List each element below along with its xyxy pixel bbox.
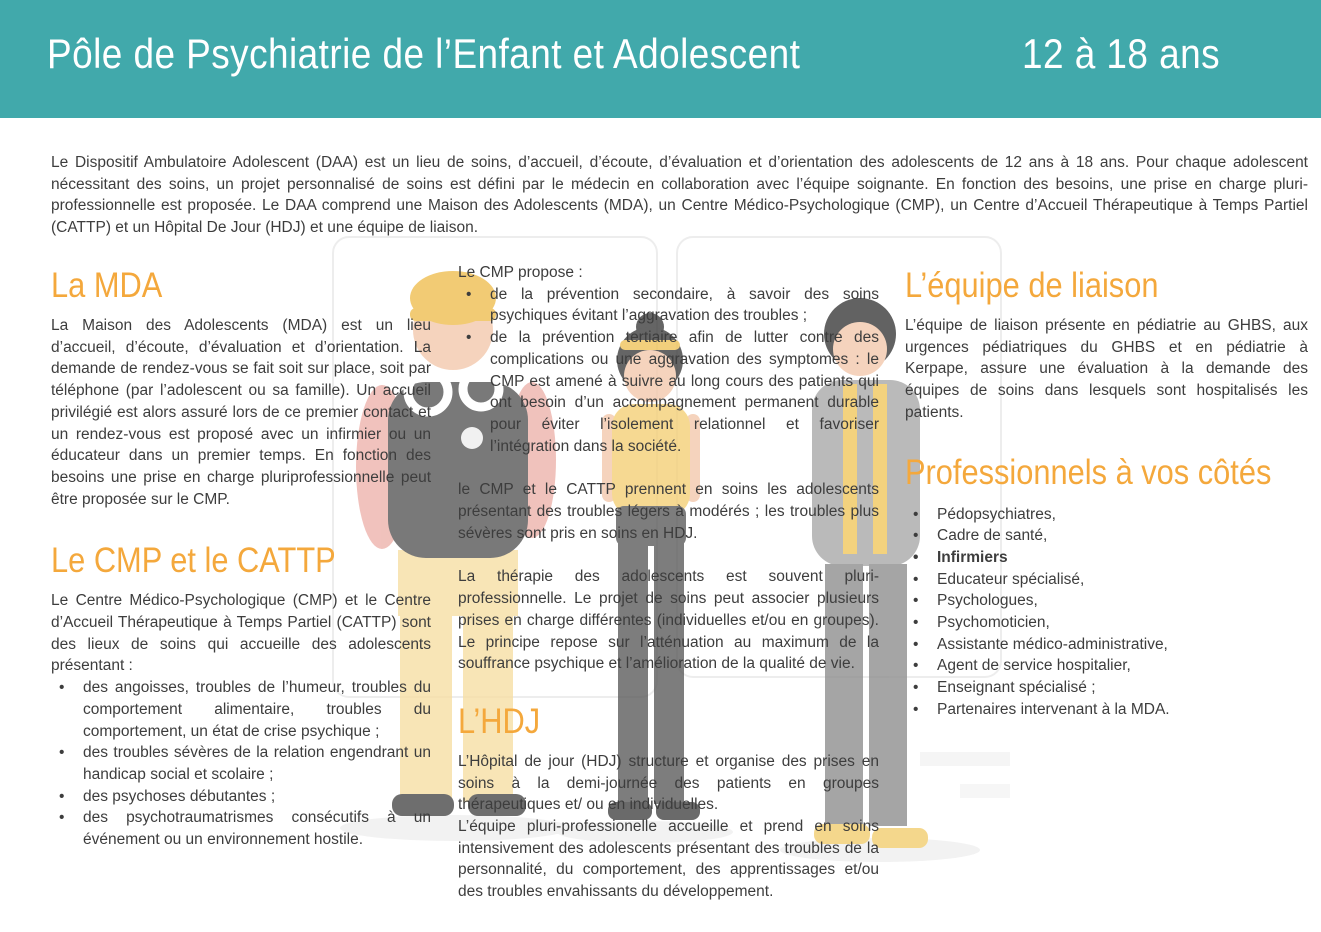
list-item: • Pédopsychiatres, [905,504,1308,526]
list-item: • Assistante médico-administrative, [905,634,1308,656]
cmp-cattp-list [51,677,431,851]
list-item: • des psychoses débutantes ; [51,786,431,808]
list-item: • Cadre de santé, [905,525,1308,547]
column-right [905,265,1308,721]
intro-paragraph: Le Dispositif Ambulatoire Adolescent (DAA) est un lieu de soins, d’accueil, d’écoute, d’évaluation et d’orientation des adolescents de 12 ans à 18 ans. Pour chaque adolescent nécessitant des soins, un projet personnalisé de soins est défini par le médecin en collaboration avec l’équipe soignante. En fonction des besoins, une prise en charge pluri-professionnelle est proposée. Le DAA comprend une Maison des Adolescents (MDA), un Centre Médico-Psychologique (CMP), un Centre d’Accueil Thérapeutique à Temps Partiel (CATTP) et un Hôpital De Jour (HDJ) et une équipe de liaison. [51,154,1308,237]
list-item: • des troubles sévères de la relation engendrant un handicap social et scolaire ; [51,742,431,785]
section-heading-liaison: L’équipe de liaison [905,266,1159,305]
list-item: • Agent de service hospitalier, [905,655,1308,677]
list-item: • de la prévention tertiaire afin de lutter contre des complications ou une aggravation des symptomes : le CMP est amené à suivre au long cours des patients qui ont besoin d’un accompagnement permanent durable pour éviter l’isolement relationnel et favoriser l’intégration dans la société. [458,327,879,457]
liaison-paragraph: L’équipe de liaison présente en pédiatrie au GHBS, aux urgences pédiatriques du GHBS et en pédiatrie à Kerpape, assure une évaluation à la demande des équipes de soins dans lesquels sont hospitalisés les patients. [905,317,1308,421]
section-heading-hdj: L’HDJ [458,701,541,741]
list-item: • Psychomoticien, [905,612,1308,634]
list-item: • Psychologues, [905,590,1308,612]
list-item: • des angoisses, troubles de l’humeur, troubles du comportement alimentaire, troubles du comportement, un état de crise psychique ; [51,677,431,742]
list-item: • Infirmiers [905,547,1308,569]
hdj-paragraph-2: L’équipe pluri-professionelle accueille et prend en soins intensivement des adolescents présentant des troubles de la personnalité, du comportement, des apprentissages et/ou des troubles envahissants du développement. [458,818,879,901]
cmp-cattp-paragraph: Le Centre Médico-Psychologique (CMP) et le Centre d’Accueil Thérapeutique à Temps Partiel (CATTP) sont des lieux de soins qui accueille des adolescents présentant : [51,592,431,675]
header-banner [0,0,1321,118]
list-item: • Educateur spécialisé, [905,569,1308,591]
section-heading-mda: La MDA [51,266,163,305]
professionals-list [905,504,1308,721]
cmp-cattp-note: le CMP et le CATTP prennent en soins les adolescents présentant des troubles légers à modérés ; les troubles plus sévères sont pris en soins en HDJ. [458,481,879,542]
therapy-note: La thérapie des adolescents est souvent pluri-professionnelle. Le projet de soins peut associer plusieurs prises en charge différentes (individuelles et/ou en groupes). Le principe repose sur l’atténuation au maximum de la souffrance psychique et l’amélioration de la qualité de vie. [458,568,879,673]
cmp-propose-list [458,284,879,458]
section-heading-professionals: Professionnels à vos côtés [905,452,1272,492]
age-range-label: 12 à 18 ans [1022,30,1221,77]
list-item: • Enseignant spécialisé ; [905,677,1308,699]
list-item: • de la prévention secondaire, à savoir des soins psychiques évitant l’aggravation des troubles ; [458,284,879,327]
column-left [51,265,431,851]
page-title: Pôle de Psychiatrie de l’Enfant et Adolescent [47,30,801,77]
list-item: • Partenaires intervenant à la MDA. [905,699,1308,721]
mda-paragraph: La Maison des Adolescents (MDA) est un lieu d’accueil, d’écoute, d’évaluation et d’orientation. La demande de rendez-vous se fait soit sur place, soit par téléphone (par l’adolescent ou sa famille). Un accueil privilégié est alors assuré lors de ce premier contact et un rendez-vous est proposé avec un infirmier ou un éducateur dans un premier temps. En fonction des besoins une prise en charge pluriprofessionnelle peut être proposée sur le CMP. [51,317,431,508]
list-item: • des psychotraumatrismes consécutifs à un événement ou un environnement hostile. [51,807,431,850]
section-heading-cmp-cattp: Le CMP et le CATTP [51,541,336,581]
hdj-paragraph-1: L’Hôpital de jour (HDJ) structure et organise des prises en soins à la demi-journée des patients en groupes thérapeutiques et/ ou en individuelles. [458,752,879,814]
column-middle [458,262,879,903]
cmp-propose-intro: Le CMP propose : [458,264,583,281]
